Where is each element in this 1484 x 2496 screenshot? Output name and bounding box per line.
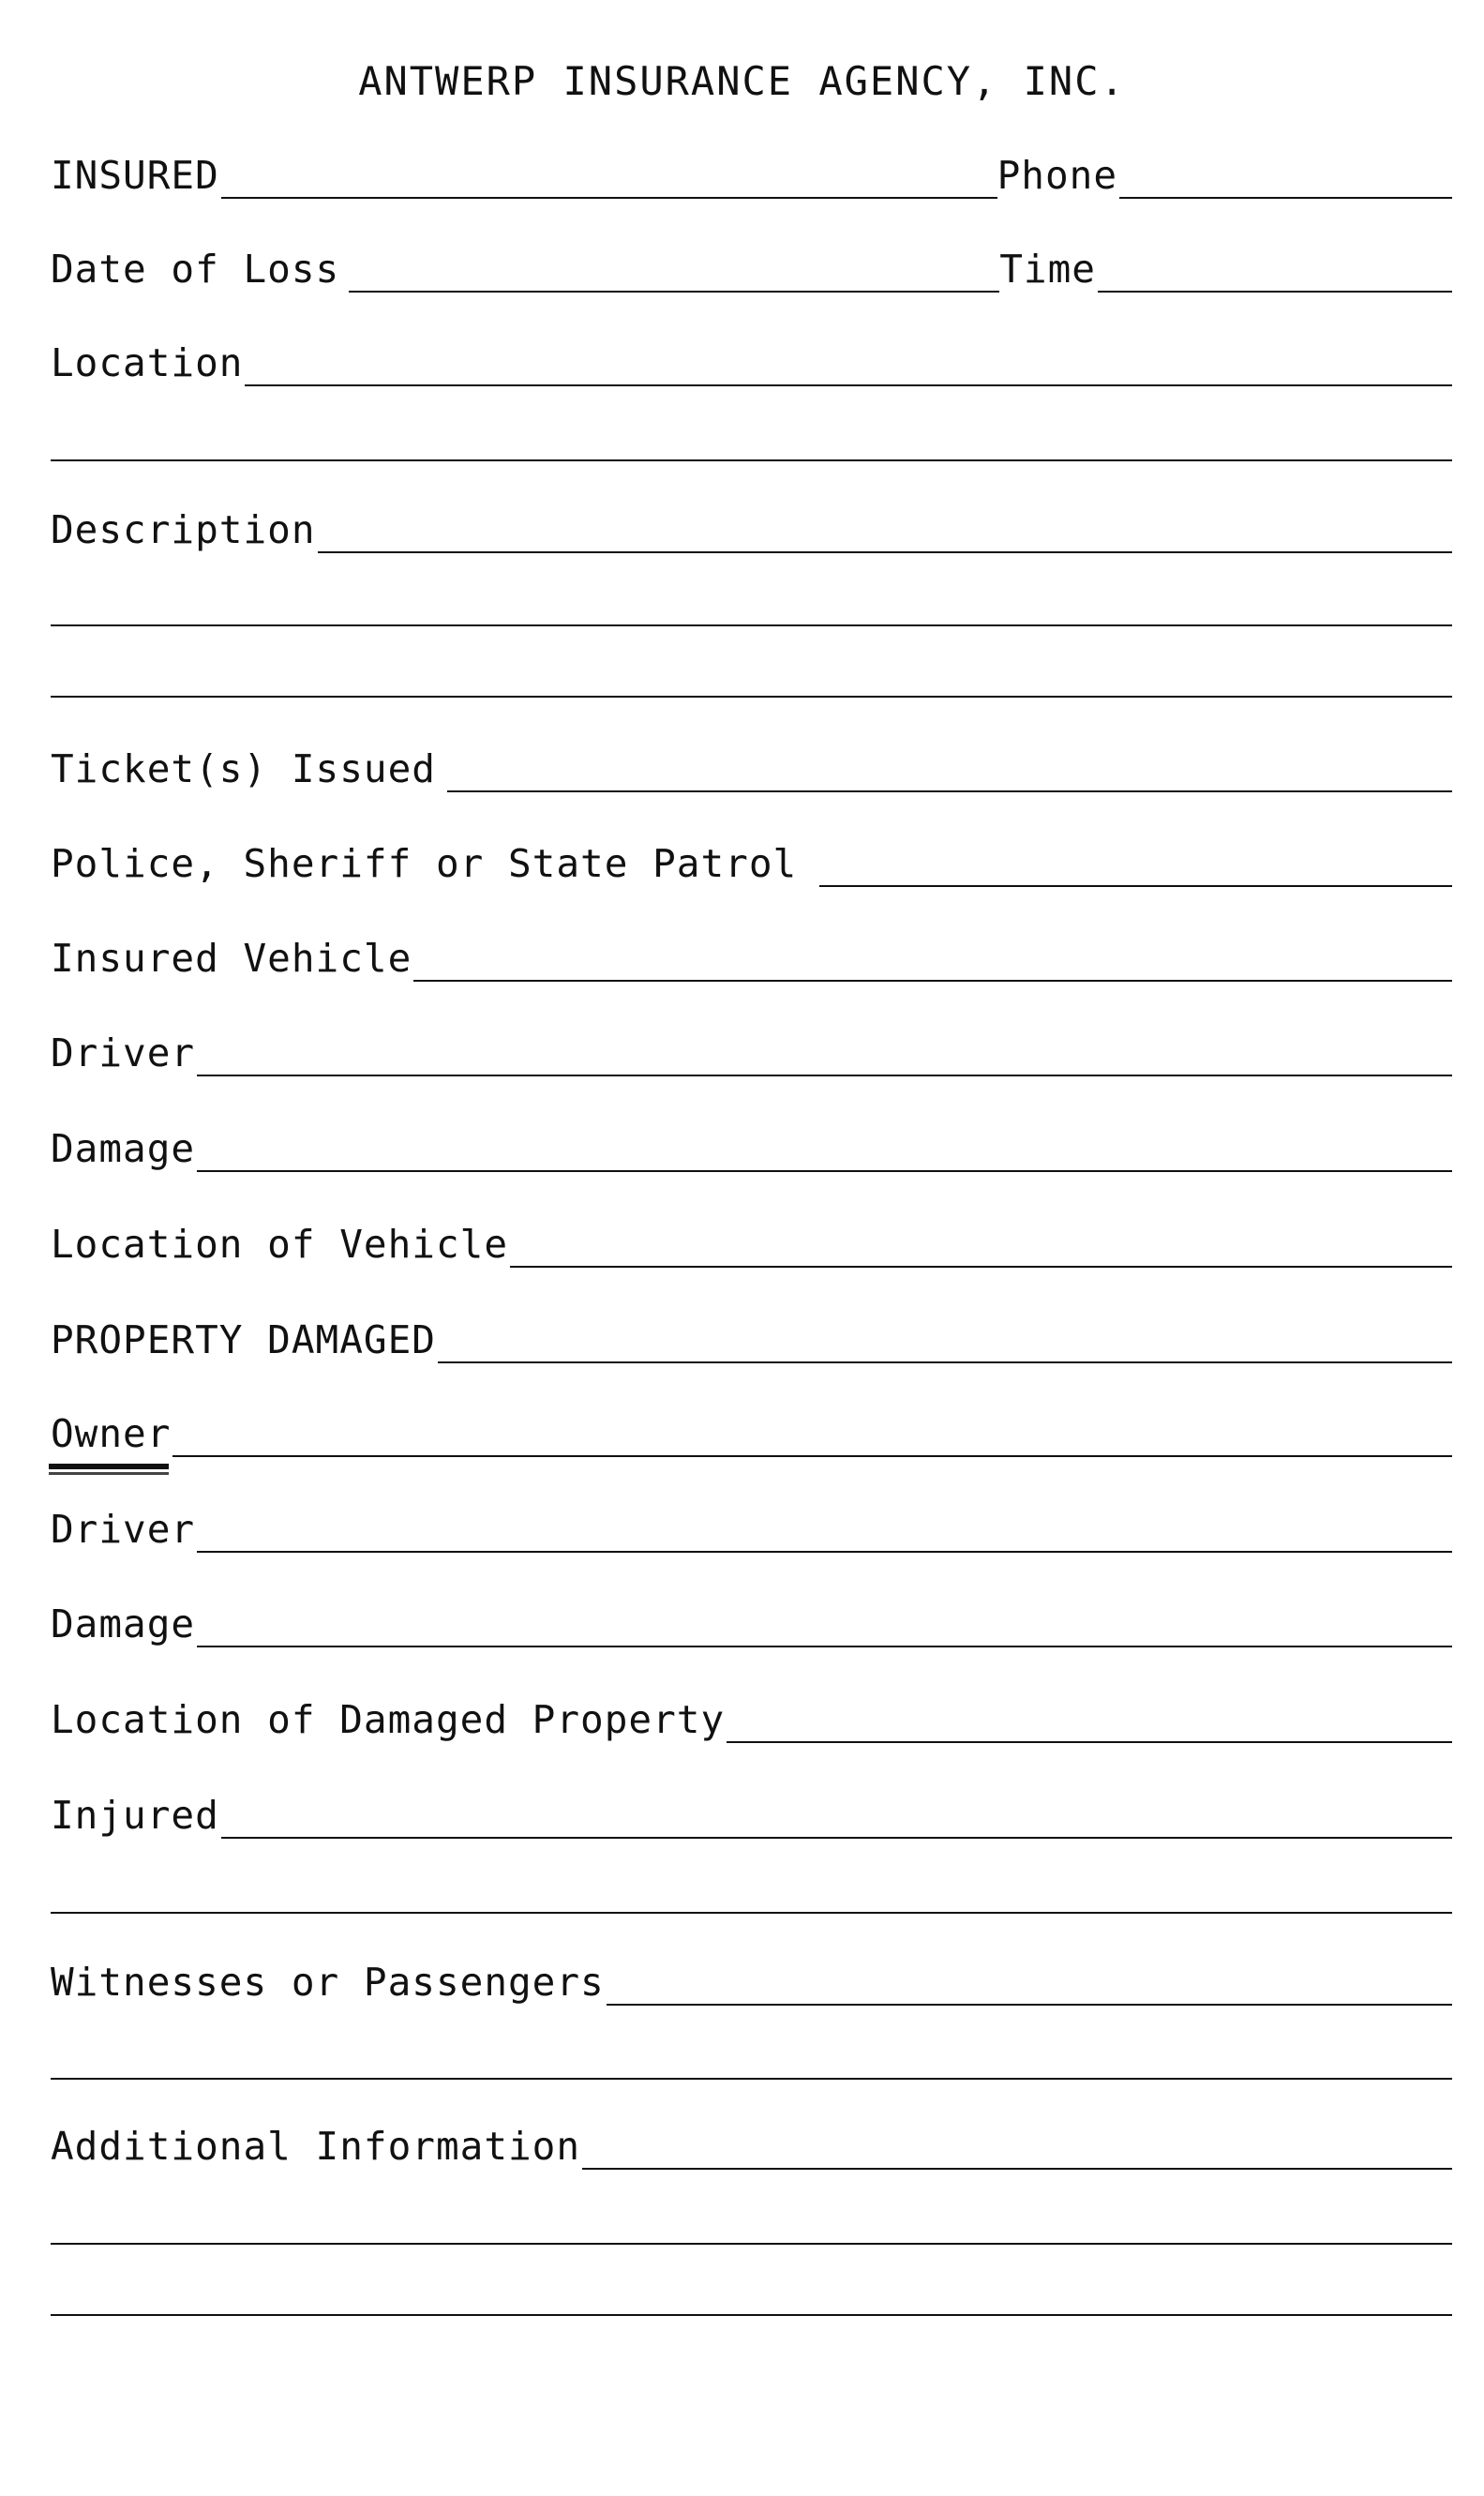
- property-damaged-label: PROPERTY DAMAGED: [51, 1317, 436, 1362]
- police-label: Police, Sheriff or State Patrol: [51, 841, 798, 886]
- property-damaged-row: [51, 1307, 1452, 1363]
- description-label: Description: [51, 507, 316, 552]
- damage-field[interactable]: [197, 1169, 1452, 1172]
- driver-row: [51, 1020, 1452, 1076]
- additional-row: [51, 2113, 1452, 2170]
- location-row: [51, 330, 1452, 386]
- insured-vehicle-row: [51, 925, 1452, 982]
- driver-2-label: Driver: [51, 1507, 196, 1552]
- property-damaged-field[interactable]: [438, 1361, 1452, 1363]
- owner-underline-mark-2: [49, 1472, 169, 1475]
- description-extra-line-1[interactable]: [51, 624, 1452, 626]
- agency-title: ANTWERP INSURANCE AGENCY, INC.: [358, 58, 1126, 104]
- description-row: [51, 497, 1452, 553]
- additional-extra-line-2[interactable]: [51, 2314, 1452, 2316]
- time-label: Time: [999, 247, 1096, 292]
- insured-field[interactable]: [221, 196, 997, 199]
- driver-field[interactable]: [197, 1074, 1452, 1076]
- description-field[interactable]: [318, 550, 1452, 553]
- insured-vehicle-label: Insured Vehicle: [51, 936, 412, 981]
- injured-extra-line[interactable]: [51, 1912, 1452, 1914]
- owner-row: [51, 1401, 1452, 1457]
- damage-row: [51, 1116, 1452, 1172]
- owner-underline-mark: [49, 1464, 169, 1469]
- driver-label: Driver: [51, 1030, 196, 1075]
- damage-2-field[interactable]: [197, 1645, 1452, 1647]
- phone-label: Phone: [997, 153, 1117, 198]
- injured-row: [51, 1782, 1452, 1839]
- location-property-row: [51, 1687, 1452, 1743]
- description-extra-line-2[interactable]: [51, 696, 1452, 698]
- tickets-label: Ticket(s) Issued: [51, 746, 436, 791]
- driver-2-row: [51, 1496, 1452, 1553]
- witnesses-field[interactable]: [607, 2003, 1452, 2006]
- date-of-loss-label: Date of Loss: [51, 247, 340, 292]
- insured-row: [51, 143, 1452, 199]
- additional-field[interactable]: [582, 2167, 1452, 2170]
- additional-label: Additional Information: [51, 2124, 581, 2169]
- location-label: Location: [51, 340, 244, 385]
- witnesses-extra-line[interactable]: [51, 2078, 1452, 2080]
- driver-2-field[interactable]: [197, 1550, 1452, 1553]
- damage-2-label: Damage: [51, 1601, 196, 1646]
- police-row: [51, 831, 1452, 887]
- owner-field[interactable]: [172, 1454, 1452, 1457]
- witnesses-row: [51, 1949, 1452, 2006]
- damage-2-row: [51, 1591, 1452, 1647]
- police-field[interactable]: [819, 884, 1452, 887]
- location-property-label: Location of Damaged Property: [51, 1697, 726, 1742]
- damage-label: Damage: [51, 1126, 196, 1171]
- insured-vehicle-field[interactable]: [413, 979, 1452, 982]
- location-property-field[interactable]: [727, 1740, 1452, 1743]
- location-extra-line[interactable]: [51, 459, 1452, 461]
- location-field[interactable]: [245, 383, 1452, 386]
- additional-extra-line-1[interactable]: [51, 2243, 1452, 2245]
- time-field[interactable]: [1098, 290, 1452, 293]
- injured-field[interactable]: [221, 1836, 1452, 1839]
- location-vehicle-field[interactable]: [510, 1265, 1452, 1268]
- tickets-row: [51, 736, 1452, 792]
- insured-label: INSURED: [51, 153, 219, 198]
- witnesses-label: Witnesses or Passengers: [51, 1960, 605, 2005]
- location-vehicle-label: Location of Vehicle: [51, 1222, 508, 1267]
- owner-label: Owner: [51, 1411, 172, 1456]
- location-vehicle-row: [51, 1211, 1452, 1268]
- phone-field[interactable]: [1119, 196, 1452, 199]
- tickets-field[interactable]: [447, 789, 1452, 792]
- injured-label: Injured: [51, 1793, 219, 1838]
- date-row: [51, 236, 1452, 293]
- date-of-loss-field[interactable]: [349, 290, 999, 293]
